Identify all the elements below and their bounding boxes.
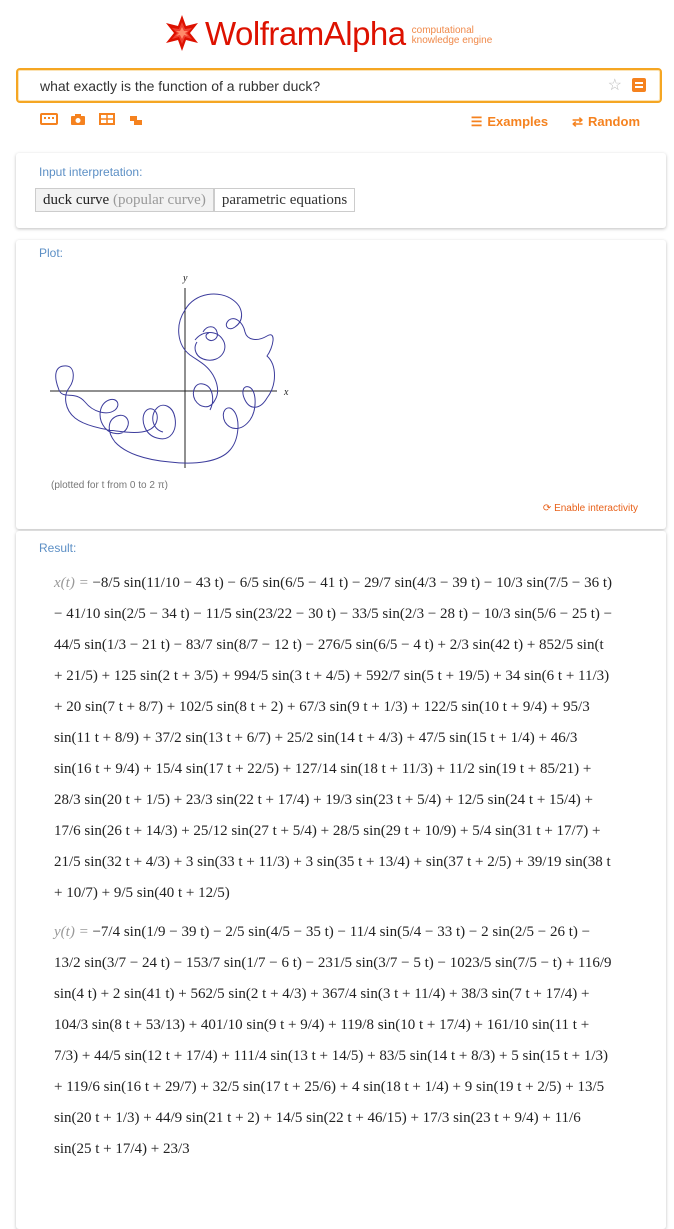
- examples-link[interactable]: [471, 114, 548, 130]
- shuffle-icon: ⇄: [572, 114, 583, 129]
- x-equation: [54, 568, 614, 909]
- x-equation-rhs: −8/5 sin(11/10 − 43 t) − 6/5 sin(6/5 − 41 t) − 29/7 sin(4/3 − 39 t) − 10/3 sin(7/5 − 36 t) − 41/10 sin(2/5 − 34 t) − 11/5 sin(23/22 − 30 t) − 33/5 sin(2/3 − 28 t) − 10/3 sin(5/6 − 25 t) − 44/5 sin(1/3 − 21 t) − 83/7 sin(8/7 − 12 t) − 276/5 sin(6/5 − 4 t) + 2/3 sin(42 t) + 852/5 sin(t + 21/5) + 125 sin(2 t + 3/5) + 994/5 sin(3 t + 4/5) + 592/7 sin(5 t + 19/5) + 34 sin(6 t + 11/3) + 20 sin(7 t + 8/7) + 102/5 sin(8 t + 2) + 67/3 sin(9 t + 1/3) + 122/5 sin(10 t + 9/4) + 95/3 sin(11 t + 8/9) + 37/2 sin(13 t + 6/7) + 25/2 sin(14 t + 4/3) + 47/5 sin(15 t + 1/4) + 46/3 sin(16 t + 9/4) + 15/4 sin(17 t + 22/5) + 127/14 sin(18 t + 11/3) + 11/2 sin(19 t + 85/21) + 28/3 sin(20 t + 1/5) + 23/3 sin(22 t + 17/4) + 19/3 sin(23 t + 5/4) + 12/5 sin(24 t + 15/4) + 17/6 sin(26 t + 14/3) + 25/12 sin(27 t + 5/4) + 28/5 sin(29 t + 10/9) + 5/4 sin(31 t + 17/7) + 21/5 sin(32 t + 4/3) + 3 sin(33 t + 11/3) + 3 sin(35 t + 13/4) + sin(37 t + 2/5) + 39/19 sin(38 t + 10/7) + 9/5 sin(40 t + 12/5): [54, 575, 613, 901]
- y-equation: [54, 917, 614, 1165]
- search-input[interactable]: what exactly is the function of a rubber duck?: [40, 78, 321, 94]
- interpretation-spec: parametric equations: [214, 188, 355, 212]
- input-interpretation-table: [35, 188, 355, 212]
- favorite-star-icon[interactable]: ☆: [607, 77, 622, 94]
- x-equation-label: x(t) =: [54, 575, 89, 591]
- search-bar[interactable]: [16, 68, 662, 103]
- interpretation-term: [35, 188, 214, 212]
- extended-keyboard-icon[interactable]: [127, 113, 145, 127]
- top-nav: [471, 114, 640, 130]
- table-icon[interactable]: [98, 113, 116, 127]
- duck-curve: [56, 294, 275, 463]
- y-equation-rhs: −7/4 sin(1/9 − 39 t) − 2/5 sin(4/5 − 35 t) − 11/4 sin(5/4 − 33 t) − 2 sin(2/5 − 26 t) − 13/2 sin(3/7 − 24 t) − 153/7 sin(1/7 − 6 t) − 231/5 sin(3/7 − 5 t) − 1023/5 sin(7/5 − t) + 116/9 sin(4 t) + 2 sin(41 t) + 562/5 sin(2 t + 4/3) + 367/4 sin(3 t + 11/4) + 38/3 sin(7 t + 17/4) + 104/3 sin(8 t + 53/13) + 401/10 sin(9 t + 9/4) + 119/8 sin(10 t + 17/4) + 161/10 sin(11 t + 7/3) + 44/5 sin(12 t + 17/4) + 111/4 sin(13 t + 14/5) + 83/5 sin(14 t + 8/3) + 5 sin(15 t + 1/3) + 119/6 sin(16 t + 29/7) + 32/5 sin(17 t + 25/6) + 4 sin(18 t + 1/4) + 9 sin(19 t + 2/5) + 13/5 sin(20 t + 1/3) + 44/9 sin(21 t + 2) + 14/5 sin(22 t + 46/15) + 17/3 sin(23 t + 9/4) + 11/6 sin(25 t + 17/4) + 23/3: [54, 924, 612, 1157]
- random-label: Random: [588, 114, 640, 129]
- pod-title-plot: Plot:: [39, 246, 64, 260]
- keyboard-icon[interactable]: [40, 113, 58, 127]
- y-equation-label: y(t) =: [54, 924, 89, 940]
- axis-label-y: y: [183, 273, 188, 284]
- duck-curve-plot: [45, 270, 295, 475]
- list-icon: ☰: [470, 114, 483, 129]
- tagline-line-2: knowledge engine: [411, 35, 493, 46]
- examples-label: Examples: [487, 114, 549, 129]
- tagline-line-1: computational: [411, 25, 474, 36]
- interpretation-qualifier: (popular curve): [112, 192, 206, 208]
- random-link[interactable]: [572, 114, 640, 130]
- interactivity-icon: ⟳: [542, 503, 555, 514]
- axis-label-x: x: [284, 387, 289, 398]
- logo-tagline: [412, 26, 493, 46]
- interactivity-label: Enable interactivity: [554, 503, 638, 514]
- pod-title-input: Input interpretation:: [39, 165, 143, 179]
- interpretation-term-text: duck curve: [43, 192, 110, 208]
- header: [0, 0, 674, 150]
- spikey-icon: [163, 14, 201, 52]
- plot-range-note: (plotted for t from 0 to 2 π): [51, 480, 168, 491]
- compute-button[interactable]: [632, 78, 646, 92]
- pod-title-result: Result:: [39, 541, 77, 555]
- input-toolbar: [40, 113, 145, 127]
- camera-icon[interactable]: [69, 113, 87, 127]
- wolframalpha-logo[interactable]: [163, 14, 492, 52]
- logo-wordmark: WolframAlpha: [205, 14, 406, 52]
- enable-interactivity-link[interactable]: [543, 503, 638, 514]
- result-formula: [54, 568, 614, 1173]
